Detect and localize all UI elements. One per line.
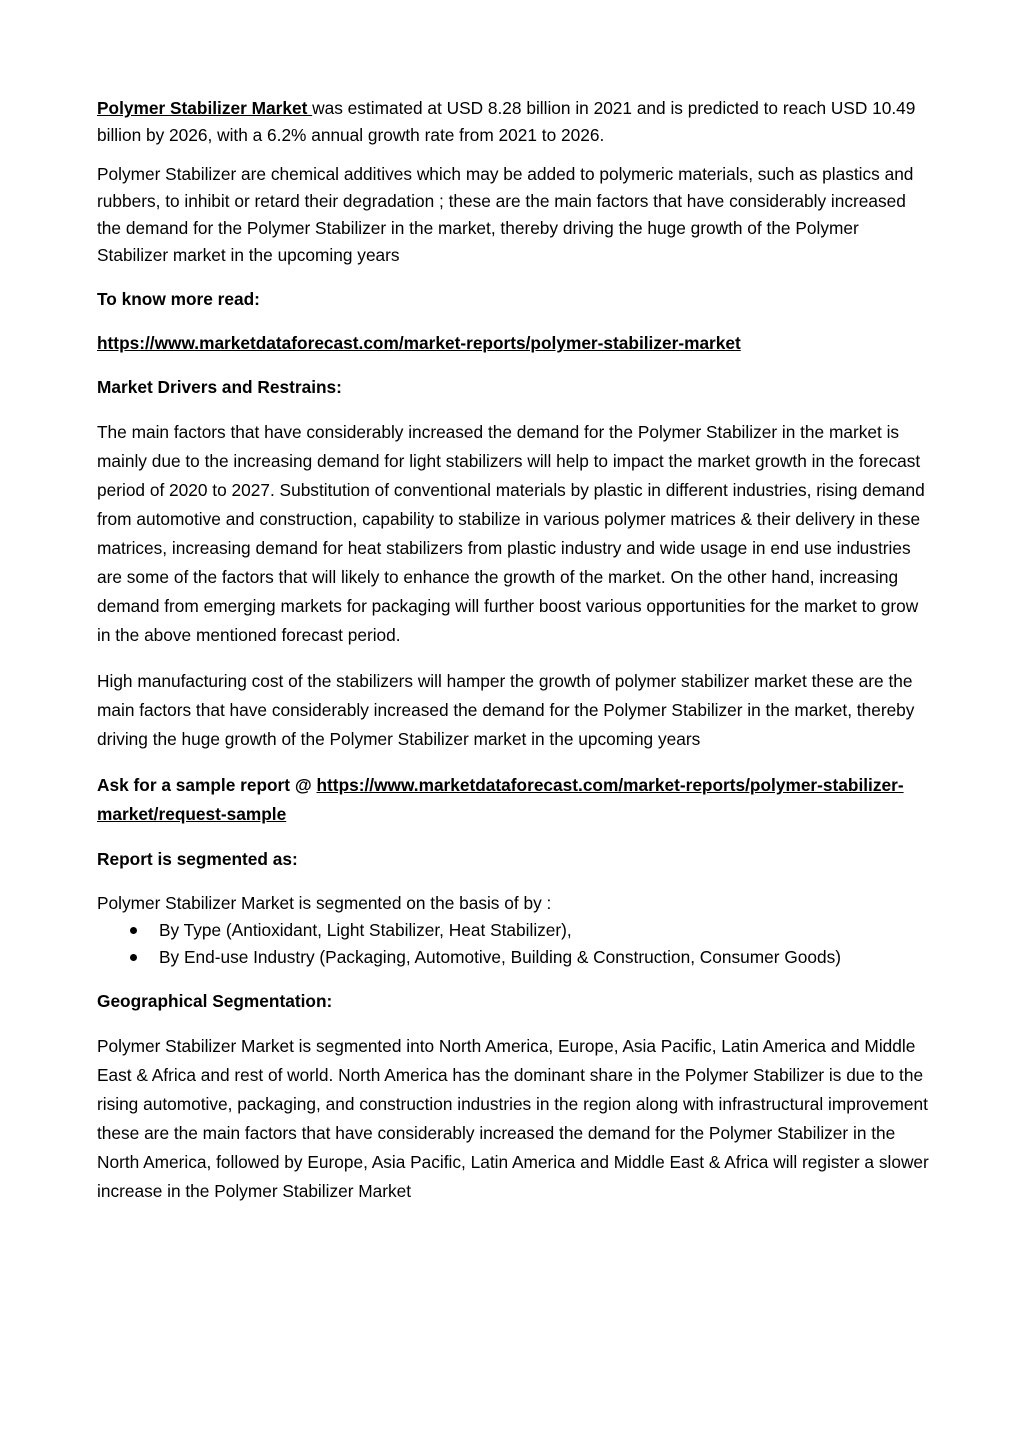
geography-heading: Geographical Segmentation: <box>97 991 333 1011</box>
polymer-stabilizer-market-link[interactable]: Polymer Stabilizer Market <box>97 98 313 118</box>
drivers-paragraph-2: High manufacturing cost of the stabilizers will hamper the growth of polymer stabilizer market these are the main factors that have considerably increased the demand for the Polymer Stabilizer in the market, thereby driving the huge growth of the Polymer Stabilizer market in the upcoming years <box>97 671 915 749</box>
drivers-paragraph-1: The main factors that have considerably increased the demand for the Polymer Stabilizer in the market is mainly due to the increasing demand for light stabilizers will help to impact the market growth in the forecast period of 2020 to 2027. Substitution of conventional materials by plastic in different industries, rising demand from automotive and construction, capability to stabilize in various polymer matrices & their delivery in these matrices, increasing demand for heat stabilizers from plastic industry and wide usage in end use industries are some of the factors that will likely to enhance the growth of the market. On the other hand, increasing demand from emerging markets for packaging will further boost various opportunities for the market to grow in the above mentioned forecast period. <box>97 422 925 645</box>
sample-request-label: Ask for a sample report @ <box>97 775 317 795</box>
segmentation-list <box>97 917 929 971</box>
geography-paragraph: Polymer Stabilizer Market is segmented into North America, Europe, Asia Pacific, Latin America and Middle East & Africa and rest of world. North America has the dominant share in the Polymer Stabilizer is due to the rising automotive, packaging, and construction industries in the region along with infrastructural improvement these are the main factors that have considerably increased the demand for the Polymer Stabilizer in the North America, followed by Europe, Asia Pacific, Latin America and Middle East & Africa will register a slower increase in the Polymer Stabilizer Market <box>97 1036 929 1201</box>
sample-request-paragraph <box>97 771 929 829</box>
segmentation-intro: Polymer Stabilizer Market is segmented on the basis of by : <box>97 893 552 913</box>
segmentation-heading: Report is segmented as: <box>97 849 298 869</box>
read-more-label: To know more read: <box>97 289 260 309</box>
read-more-link[interactable]: https://www.marketdataforecast.com/market-reports/polymer-stabilizer-market <box>97 333 741 353</box>
intro-text: was estimated at USD 8.28 billion in 2021 and is predicted to reach USD 10.49 billion by 2026, with a 6.2% annual growth rate from 2021 to 2026. <box>97 98 916 145</box>
sample-request-link[interactable]: https://www.marketdataforecast.com/market-reports/polymer-stabilizer-market/request-sample <box>97 775 904 824</box>
read-more-paragraph <box>97 330 929 357</box>
intro-paragraph <box>97 95 929 149</box>
list-item: By End-use Industry (Packaging, Automotive, Building & Construction, Consumer Goods) <box>159 944 929 971</box>
document-page <box>97 95 929 1206</box>
definition-paragraph: Polymer Stabilizer are chemical additives which may be added to polymeric materials, such as plastics and rubbers, to inhibit or retard their degradation ; these are the main factors that have considerably increased the demand for the Polymer Stabilizer in the market, thereby driving the huge growth of the Polymer Stabilizer market in the upcoming years <box>97 164 914 265</box>
list-item: By Type (Antioxidant, Light Stabilizer, Heat Stabilizer), <box>159 917 929 944</box>
drivers-heading: Market Drivers and Restrains: <box>97 377 342 397</box>
